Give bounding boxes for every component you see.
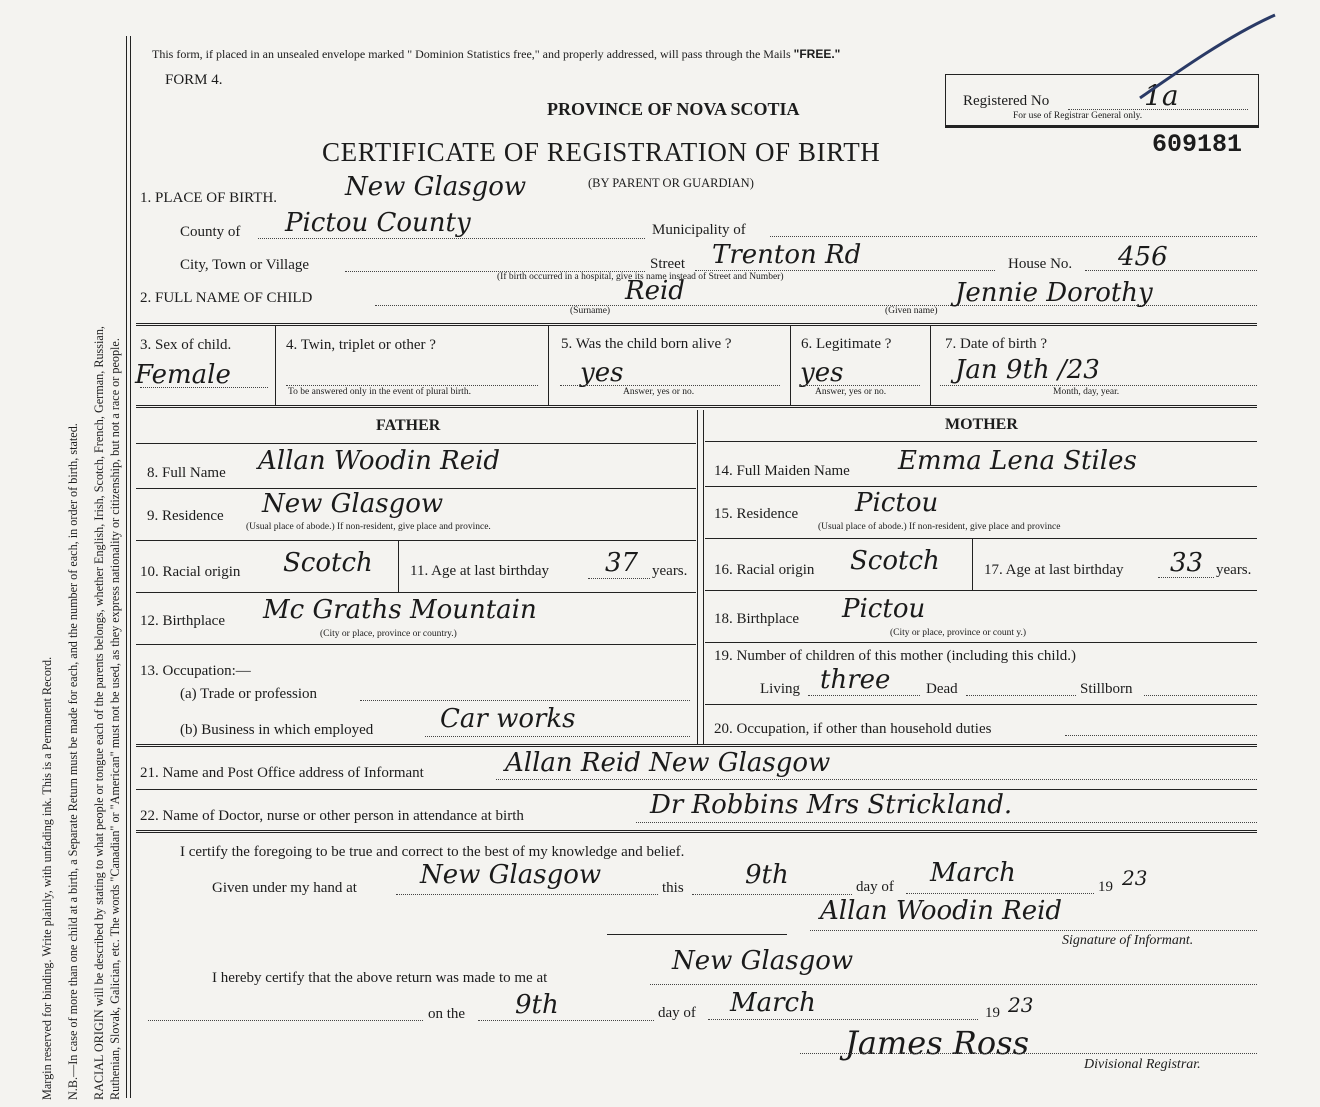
house-value: 456 [1118,242,1168,272]
rule-bottom-boxes [136,405,1257,408]
father-racial-value: Scotch [283,548,373,578]
child-name-label: 2. FULL NAME OF CHILD [140,290,313,306]
registrar-note: For use of Registrar General only. [1013,111,1143,121]
given-day-value: 9th [745,860,789,890]
margin-line-4: Ruthenian, Slovak, Galician, etc. The words "Canadian" or "American" must not be used, as they express nationality or citizenship, but not a race or people. [108,338,122,1100]
dead-label: Dead [926,681,958,697]
certificate-number: 609181 [1152,130,1243,159]
municipality-label: Municipality of [652,222,746,238]
sex-value: Female [135,360,231,390]
mother-heading: MOTHER [945,416,1018,433]
informant-value: Allan Reid New Glasgow [505,748,831,778]
mother-name-value: Emma Lena Stiles [898,446,1137,476]
mother-years-label: years. [1216,562,1252,578]
mother-abode-note: (Usual place of abode.) If non-resident, give place and province [818,522,1061,532]
margin-instructions [8,30,128,1100]
province-heading: PROVINCE OF NOVA SCOTIA [547,99,800,119]
father-age-value: 37 [605,548,639,578]
given-year-value: 23 [1122,866,1148,890]
return-year-prefix: 19 [985,1005,1000,1021]
rule-top-boxes [136,323,1257,326]
living-label: Living [760,681,800,697]
county-value: Pictou County [285,208,471,238]
stillborn-label: Stillborn [1080,681,1133,697]
father-racial-label: 10. Racial origin [140,564,241,580]
registrar-check-mark [1120,10,1280,110]
return-year-value: 23 [1008,993,1034,1017]
mother-birthplace-note: (City or place, province or count y.) [890,628,1027,638]
twin-note: To be answered only in the event of plural birth. [288,387,471,397]
mother-occupation-label: 20. Occupation, if other than household duties [714,721,992,737]
certify-statement: I certify the foregoing to be true and correct to the best of my knowledge and belief. [180,844,685,860]
margin-line-2: N.B.—In case of more than one child at a birth, a Separate Return must be made for each, and the number of each, in order of birth, stated. [66,423,80,1100]
father-name-value: Allan Woodin Reid [258,446,501,476]
father-occupation-label: 13. Occupation:— [140,663,251,679]
mother-age-value: 33 [1170,548,1204,578]
registrar-label: Divisional Registrar. [1084,1057,1201,1072]
signature-label: Signature of Informant. [1062,933,1194,948]
margin-line-3: RACIAL ORIGIN will be described by stating to what people or tongue each of the parents belongs, whether English, Irish, Scotch, French, German, Russian, [92,326,106,1100]
mail-notice: This form, if placed in an unsealed envelope marked " Dominion Statistics free," and properly addressed, will pass through the Mails "FREE." [152,47,841,61]
return-day-of-label: day of [658,1005,696,1021]
mother-residence-label: 15. Residence [714,506,799,522]
living-value: three [820,665,891,695]
given-year-prefix: 19 [1098,879,1113,895]
mother-residence-value: Pictou [855,488,939,518]
city-label: City, Town or Village [180,257,310,273]
certificate-title: CERTIFICATE OF REGISTRATION OF BIRTH [322,137,881,167]
surname-note: (Surname) [570,306,611,316]
house-label: House No. [1008,256,1073,272]
given-label: Given under my hand at [212,880,357,896]
legitimate-label: 6. Legitimate ? [801,336,892,352]
return-label: I hereby certify that the above return was made to me at [212,970,548,986]
informant-signature: Allan Woodin Reid [820,896,1063,926]
informant-label: 21. Name and Post Office address of Informant [140,765,424,781]
given-month-value: March [930,858,1016,888]
form-number: FORM 4. [165,72,223,88]
county-label: County of [180,224,241,240]
alive-label: 5. Was the child born alive ? [561,336,732,352]
father-abode-note: (Usual place of abode.) If non-resident, give place and province. [246,522,491,532]
legitimate-value: yes [800,358,844,388]
rule-before-certify [136,830,1257,833]
street-value: Trenton Rd [712,240,862,270]
father-name-label: 8. Full Name [147,465,226,481]
mother-age-label: 17. Age at last birthday [984,562,1124,578]
given-place-value: New Glasgow [420,860,602,890]
business-label: (b) Business in which employed [180,722,374,738]
date-of-birth-value: Jan 9th /23 [955,355,1100,385]
margin-rule-inner [130,36,131,1098]
doctor-label: 22. Name of Doctor, nurse or other person in attendance at birth [140,808,524,824]
return-place-value: New Glasgow [672,946,854,976]
father-heading: FATHER [376,417,441,434]
mother-name-label: 14. Full Maiden Name [714,463,850,479]
registrar-signature: James Ross [845,1024,1029,1062]
father-birthplace-value: Mc Graths Mountain [263,595,537,625]
mother-racial-value: Scotch [850,546,940,576]
given-name-note: (Given name) [885,306,938,316]
child-surname-value: Reid [625,276,685,306]
business-value: Car works [440,704,576,734]
on-the-label: on the [428,1006,466,1022]
father-residence-value: New Glasgow [262,489,444,519]
alive-answer-note: Answer, yes or no. [623,387,695,397]
mother-birthplace-value: Pictou [842,594,926,624]
place-of-birth-label: 1. PLACE OF BIRTH. [140,190,278,206]
given-this-label: this [662,880,684,896]
sex-label: 3. Sex of child. [140,337,232,353]
twin-label: 4. Twin, triplet or other ? [286,337,436,353]
street-label: Street [650,256,685,272]
registered-value: 1a [1144,79,1179,112]
date-note: Month, day, year. [1053,387,1120,397]
trade-label: (a) Trade or profession [180,686,318,702]
place-of-birth-value: New Glasgow [345,172,527,202]
children-label: 19. Number of children of this mother (including this child.) [714,648,1077,664]
doctor-value: Dr Robbins Mrs Strickland. [650,790,1013,820]
margin-line-1: Margin reserved for binding. Write plainly, with unfading ink. This is a Permanent Record. [40,656,54,1100]
given-day-of-label: day of [856,879,894,895]
date-of-birth-label: 7. Date of birth ? [945,336,1048,352]
registered-label: Registered No [963,93,1050,109]
return-day-value: 9th [515,990,559,1020]
father-age-label: 11. Age at last birthday [410,563,549,579]
father-birthplace-note: (City or place, province or country.) [320,629,457,639]
hospital-note: (If birth occurred in a hospital, give its name instead of Street and Number) [497,272,784,282]
father-years-label: years. [652,563,688,579]
father-birthplace-label: 12. Birthplace [140,613,225,629]
mother-racial-label: 16. Racial origin [714,562,815,578]
legitimate-answer-note: Answer, yes or no. [815,387,887,397]
return-month-value: March [730,988,816,1018]
alive-value: yes [580,358,624,388]
child-given-value: Jennie Dorothy [955,278,1153,308]
rule-after-parents [136,744,1257,747]
margin-rule [126,36,127,1098]
father-residence-label: 9. Residence [147,508,224,524]
certificate-subtitle: (BY PARENT OR GUARDIAN) [588,176,754,190]
father-mother-divider [697,410,698,745]
mother-birthplace-label: 18. Birthplace [714,611,799,627]
